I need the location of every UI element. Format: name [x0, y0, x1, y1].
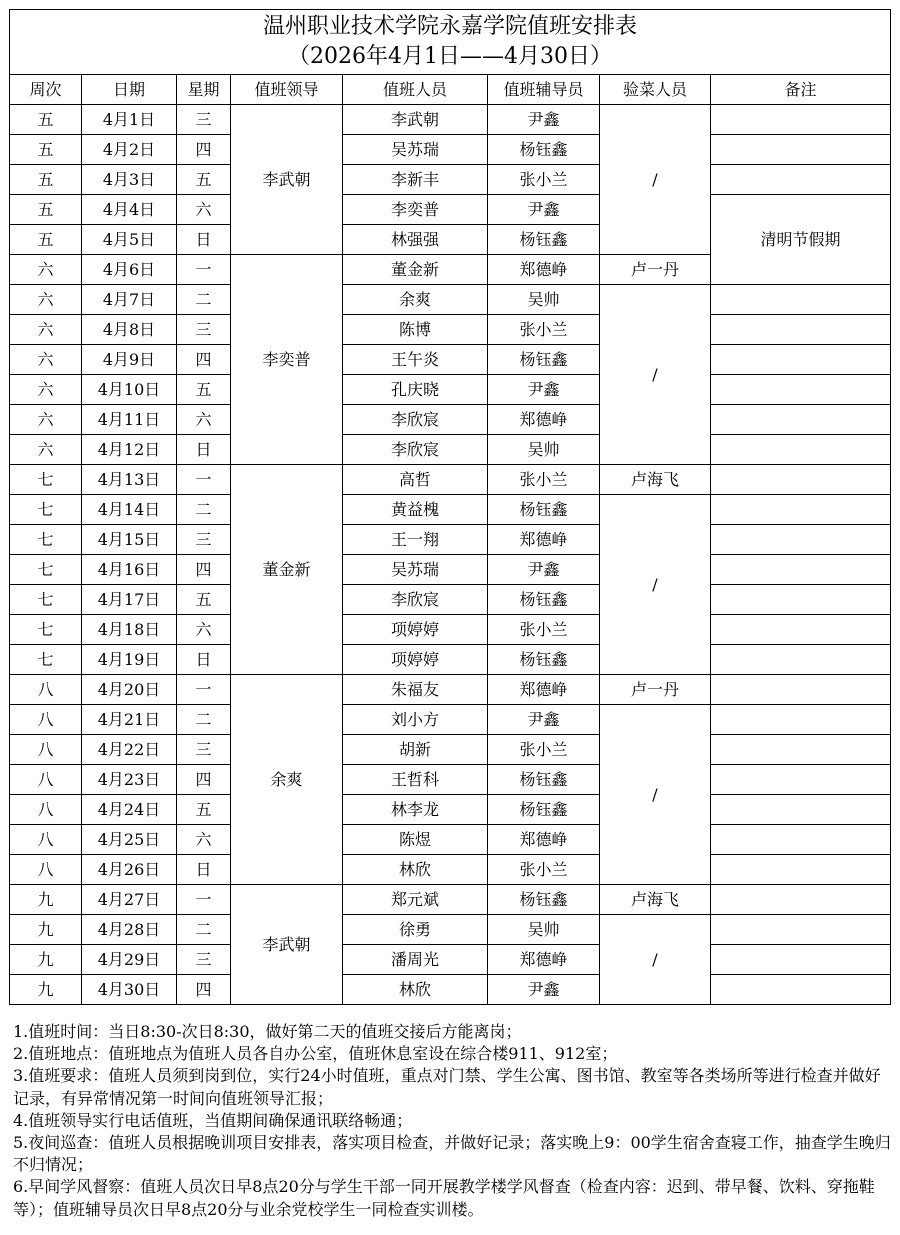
table-row: [10, 555, 891, 585]
table-row: [10, 795, 891, 825]
table-row: [10, 375, 891, 405]
staff-cell: 徐勇: [343, 915, 488, 945]
table-row: [10, 855, 891, 885]
leader-cell: 李奕普: [231, 255, 343, 465]
date-cell: 4月26日: [82, 855, 177, 885]
remarks-cell: [711, 885, 891, 915]
table-row: [10, 135, 891, 165]
table-title: [10, 10, 891, 75]
remarks-cell: [711, 495, 891, 525]
staff-cell: 黄益槐: [343, 495, 488, 525]
date-cell: 4月12日: [82, 435, 177, 465]
inspector-cell: 卢一丹: [600, 675, 711, 705]
date-cell: 4月9日: [82, 345, 177, 375]
counselor-cell: 郑德峥: [488, 675, 600, 705]
counselor-cell: 吴帅: [488, 285, 600, 315]
week-cell: 七: [10, 585, 82, 615]
weekday-cell: 四: [177, 975, 231, 1005]
date-cell: 4月25日: [82, 825, 177, 855]
leader-cell: 李武朝: [231, 105, 343, 255]
staff-cell: 潘周光: [343, 945, 488, 975]
counselor-cell: 尹鑫: [488, 105, 600, 135]
week-cell: 五: [10, 195, 82, 225]
weekday-cell: 一: [177, 465, 231, 495]
table-row: [10, 975, 891, 1005]
week-cell: 八: [10, 675, 82, 705]
date-cell: 4月29日: [82, 945, 177, 975]
counselor-cell: 杨钰鑫: [488, 225, 600, 255]
date-cell: 4月5日: [82, 225, 177, 255]
week-cell: 六: [10, 405, 82, 435]
counselor-cell: 张小兰: [488, 165, 600, 195]
inspector-cell: /: [600, 495, 711, 675]
table-row: [10, 885, 891, 915]
counselor-cell: 张小兰: [488, 315, 600, 345]
table-row: [10, 825, 891, 855]
staff-cell: 余爽: [343, 285, 488, 315]
staff-cell: 林李龙: [343, 795, 488, 825]
date-cell: 4月11日: [82, 405, 177, 435]
counselor-cell: 杨钰鑫: [488, 585, 600, 615]
table-row: [10, 735, 891, 765]
staff-cell: 孔庆晓: [343, 375, 488, 405]
remarks-cell: [711, 315, 891, 345]
week-cell: 五: [10, 225, 82, 255]
date-cell: 4月23日: [82, 765, 177, 795]
table-row: [10, 495, 891, 525]
note-3: 3.值班要求：值班人员须到岗到位，实行24小时值班，重点对门禁、学生公寓、图书馆、教室等各类场所等进行检查并做好记录，有异常情况第一时间向值班领导汇报；: [13, 1066, 881, 1108]
table-row: [10, 525, 891, 555]
date-cell: 4月10日: [82, 375, 177, 405]
note-6: 6.早间学风督察：值班人员次日早8点20分与学生干部一同开展教学楼学风督查（检查内容：迟到、带早餐、饮料、穿拖鞋等）；值班辅导员次日早8点20分与业余党校学生一同检查实训楼。: [13, 1177, 875, 1219]
staff-cell: 郑元斌: [343, 885, 488, 915]
counselor-cell: 杨钰鑫: [488, 885, 600, 915]
table-row: [10, 465, 891, 495]
title-line-2: （2026年4月1日——4月30日）: [288, 44, 612, 69]
weekday-cell: 三: [177, 525, 231, 555]
table-row: [10, 195, 891, 225]
week-cell: 七: [10, 495, 82, 525]
counselor-cell: 张小兰: [488, 465, 600, 495]
date-cell: 4月8日: [82, 315, 177, 345]
inspector-cell: /: [600, 285, 711, 465]
remarks-cell: [711, 975, 891, 1005]
weekday-cell: 五: [177, 375, 231, 405]
table-row: [10, 315, 891, 345]
remarks-cell: [711, 915, 891, 945]
counselor-cell: 杨钰鑫: [488, 135, 600, 165]
table-row: [10, 915, 891, 945]
counselor-cell: 郑德峥: [488, 825, 600, 855]
table-row: [10, 405, 891, 435]
weekday-cell: 日: [177, 435, 231, 465]
date-cell: 4月27日: [82, 885, 177, 915]
remarks-cell: [711, 435, 891, 465]
leader-cell: 董金新: [231, 465, 343, 675]
header-date: 日期: [82, 75, 177, 105]
table-row: [10, 285, 891, 315]
weekday-cell: 日: [177, 645, 231, 675]
staff-cell: 林强强: [343, 225, 488, 255]
staff-cell: 吴苏瑞: [343, 135, 488, 165]
table-row: [10, 765, 891, 795]
week-cell: 七: [10, 555, 82, 585]
staff-cell: 董金新: [343, 255, 488, 285]
week-cell: 九: [10, 945, 82, 975]
counselor-cell: 尹鑫: [488, 195, 600, 225]
counselor-cell: 杨钰鑫: [488, 645, 600, 675]
week-cell: 七: [10, 525, 82, 555]
weekday-cell: 五: [177, 585, 231, 615]
remarks-cell: [711, 405, 891, 435]
week-cell: 六: [10, 435, 82, 465]
date-cell: 4月18日: [82, 615, 177, 645]
inspector-cell: /: [600, 915, 711, 1005]
header-leader: 值班领导: [231, 75, 343, 105]
counselor-cell: 郑德峥: [488, 405, 600, 435]
table-row: [10, 675, 891, 705]
title-line-1: 温州职业技术学院永嘉学院值班安排表: [263, 14, 638, 39]
week-cell: 六: [10, 315, 82, 345]
inspector-cell: /: [600, 705, 711, 885]
counselor-cell: 张小兰: [488, 615, 600, 645]
remarks-cell: [711, 765, 891, 795]
staff-cell: 李武朝: [343, 105, 488, 135]
schedule-body: [10, 105, 891, 1005]
week-cell: 七: [10, 645, 82, 675]
note-4: 4.值班领导实行电话值班，当值期间确保通讯联络畅通；: [13, 1110, 413, 1130]
weekday-cell: 三: [177, 735, 231, 765]
date-cell: 4月14日: [82, 495, 177, 525]
date-cell: 4月30日: [82, 975, 177, 1005]
remarks-cell: [711, 375, 891, 405]
weekday-cell: 一: [177, 675, 231, 705]
staff-cell: 王午炎: [343, 345, 488, 375]
remarks-cell: [711, 345, 891, 375]
staff-cell: 项婷婷: [343, 645, 488, 675]
table-row: [10, 345, 891, 375]
remarks-cell: [711, 855, 891, 885]
date-cell: 4月16日: [82, 555, 177, 585]
week-cell: 七: [10, 615, 82, 645]
week-cell: 六: [10, 375, 82, 405]
remarks-cell: [711, 705, 891, 735]
remarks-cell: [711, 645, 891, 675]
weekday-cell: 三: [177, 105, 231, 135]
counselor-cell: 尹鑫: [488, 975, 600, 1005]
weekday-cell: 四: [177, 345, 231, 375]
date-cell: 4月6日: [82, 255, 177, 285]
staff-cell: 项婷婷: [343, 615, 488, 645]
week-cell: 六: [10, 345, 82, 375]
remarks-cell: [711, 585, 891, 615]
staff-cell: 李新丰: [343, 165, 488, 195]
counselor-cell: 郑德峥: [488, 255, 600, 285]
week-cell: 五: [10, 165, 82, 195]
staff-cell: 刘小方: [343, 705, 488, 735]
week-cell: 八: [10, 825, 82, 855]
date-cell: 4月21日: [82, 705, 177, 735]
staff-cell: 李奕普: [343, 195, 488, 225]
date-cell: 4月15日: [82, 525, 177, 555]
leader-cell: 余爽: [231, 675, 343, 885]
week-cell: 七: [10, 465, 82, 495]
counselor-cell: 尹鑫: [488, 705, 600, 735]
counselor-cell: 杨钰鑫: [488, 795, 600, 825]
counselor-cell: 郑德峥: [488, 945, 600, 975]
notes-section: [13, 1021, 891, 1221]
weekday-cell: 日: [177, 855, 231, 885]
remarks-cell: [711, 675, 891, 705]
date-cell: 4月3日: [82, 165, 177, 195]
remarks-cell: [711, 555, 891, 585]
header-remarks: 备注: [711, 75, 891, 105]
weekday-cell: 二: [177, 915, 231, 945]
weekday-cell: 六: [177, 825, 231, 855]
remarks-cell: 清明节假期: [711, 195, 891, 285]
staff-cell: 林欣: [343, 855, 488, 885]
staff-cell: 朱福友: [343, 675, 488, 705]
header-weekday: 星期: [177, 75, 231, 105]
date-cell: 4月2日: [82, 135, 177, 165]
counselor-cell: 吴帅: [488, 915, 600, 945]
weekday-cell: 二: [177, 285, 231, 315]
table-row: [10, 945, 891, 975]
counselor-cell: 杨钰鑫: [488, 765, 600, 795]
counselor-cell: 张小兰: [488, 855, 600, 885]
weekday-cell: 六: [177, 615, 231, 645]
staff-cell: 王哲科: [343, 765, 488, 795]
header-week: 周次: [10, 75, 82, 105]
header-counselor: 值班辅导员: [488, 75, 600, 105]
table-row: [10, 645, 891, 675]
staff-cell: 高哲: [343, 465, 488, 495]
counselor-cell: 张小兰: [488, 735, 600, 765]
staff-cell: 李欣宸: [343, 585, 488, 615]
staff-cell: 王一翔: [343, 525, 488, 555]
counselor-cell: 尹鑫: [488, 555, 600, 585]
remarks-cell: [711, 285, 891, 315]
staff-cell: 陈煜: [343, 825, 488, 855]
inspector-cell: 卢一丹: [600, 255, 711, 285]
weekday-cell: 四: [177, 765, 231, 795]
weekday-cell: 六: [177, 195, 231, 225]
weekday-cell: 一: [177, 885, 231, 915]
note-1: 1.值班时间：当日8:30-次日8:30，做好第二天的值班交接后方能离岗；: [13, 1022, 522, 1041]
counselor-cell: 杨钰鑫: [488, 345, 600, 375]
remarks-cell: [711, 795, 891, 825]
table-row: [10, 435, 891, 465]
staff-cell: 吴苏瑞: [343, 555, 488, 585]
inspector-cell: /: [600, 105, 711, 255]
week-cell: 八: [10, 765, 82, 795]
week-cell: 六: [10, 285, 82, 315]
date-cell: 4月4日: [82, 195, 177, 225]
inspector-cell: 卢海飞: [600, 885, 711, 915]
weekday-cell: 三: [177, 945, 231, 975]
week-cell: 五: [10, 105, 82, 135]
remarks-cell: [711, 135, 891, 165]
weekday-cell: 三: [177, 315, 231, 345]
table-row: [10, 615, 891, 645]
date-cell: 4月28日: [82, 915, 177, 945]
date-cell: 4月24日: [82, 795, 177, 825]
note-2: 2.值班地点：值班地点为值班人员各自办公室，值班休息室设在综合楼911、912室；: [13, 1044, 618, 1064]
remarks-cell: [711, 105, 891, 135]
date-cell: 4月17日: [82, 585, 177, 615]
note-5: 5.夜间巡查：值班人员根据晚训项目安排表，落实项目检查，并做好记录；落实晚上9：00学生宿舍查寝工作，抽查学生晚归不归情况；: [13, 1133, 891, 1175]
weekday-cell: 五: [177, 795, 231, 825]
remarks-cell: [711, 465, 891, 495]
inspector-cell: 卢海飞: [600, 465, 711, 495]
staff-cell: 李欣宸: [343, 435, 488, 465]
table-row: [10, 105, 891, 135]
weekday-cell: 二: [177, 705, 231, 735]
date-cell: 4月7日: [82, 285, 177, 315]
week-cell: 八: [10, 735, 82, 765]
counselor-cell: 尹鑫: [488, 375, 600, 405]
header-row: [10, 75, 891, 105]
remarks-cell: [711, 825, 891, 855]
weekday-cell: 四: [177, 135, 231, 165]
week-cell: 八: [10, 795, 82, 825]
weekday-cell: 四: [177, 555, 231, 585]
weekday-cell: 日: [177, 225, 231, 255]
table-row: [10, 585, 891, 615]
remarks-cell: [711, 735, 891, 765]
week-cell: 五: [10, 135, 82, 165]
table-row: [10, 165, 891, 195]
weekday-cell: 六: [177, 405, 231, 435]
staff-cell: 胡新: [343, 735, 488, 765]
remarks-cell: [711, 165, 891, 195]
date-cell: 4月20日: [82, 675, 177, 705]
staff-cell: 陈博: [343, 315, 488, 345]
counselor-cell: 杨钰鑫: [488, 495, 600, 525]
duty-schedule-table: [9, 9, 891, 1005]
date-cell: 4月19日: [82, 645, 177, 675]
duty-schedule-sheet: [9, 9, 890, 1005]
weekday-cell: 一: [177, 255, 231, 285]
week-cell: 六: [10, 255, 82, 285]
header-inspector: 验菜人员: [600, 75, 711, 105]
counselor-cell: 吴帅: [488, 435, 600, 465]
remarks-cell: [711, 945, 891, 975]
week-cell: 九: [10, 885, 82, 915]
week-cell: 九: [10, 975, 82, 1005]
date-cell: 4月22日: [82, 735, 177, 765]
date-cell: 4月13日: [82, 465, 177, 495]
remarks-cell: [711, 615, 891, 645]
table-row: [10, 705, 891, 735]
remarks-cell: [711, 525, 891, 555]
weekday-cell: 二: [177, 495, 231, 525]
staff-cell: 林欣: [343, 975, 488, 1005]
staff-cell: 李欣宸: [343, 405, 488, 435]
weekday-cell: 五: [177, 165, 231, 195]
leader-cell: 李武朝: [231, 885, 343, 1005]
week-cell: 八: [10, 855, 82, 885]
counselor-cell: 郑德峥: [488, 525, 600, 555]
header-staff: 值班人员: [343, 75, 488, 105]
week-cell: 八: [10, 705, 82, 735]
week-cell: 九: [10, 915, 82, 945]
date-cell: 4月1日: [82, 105, 177, 135]
